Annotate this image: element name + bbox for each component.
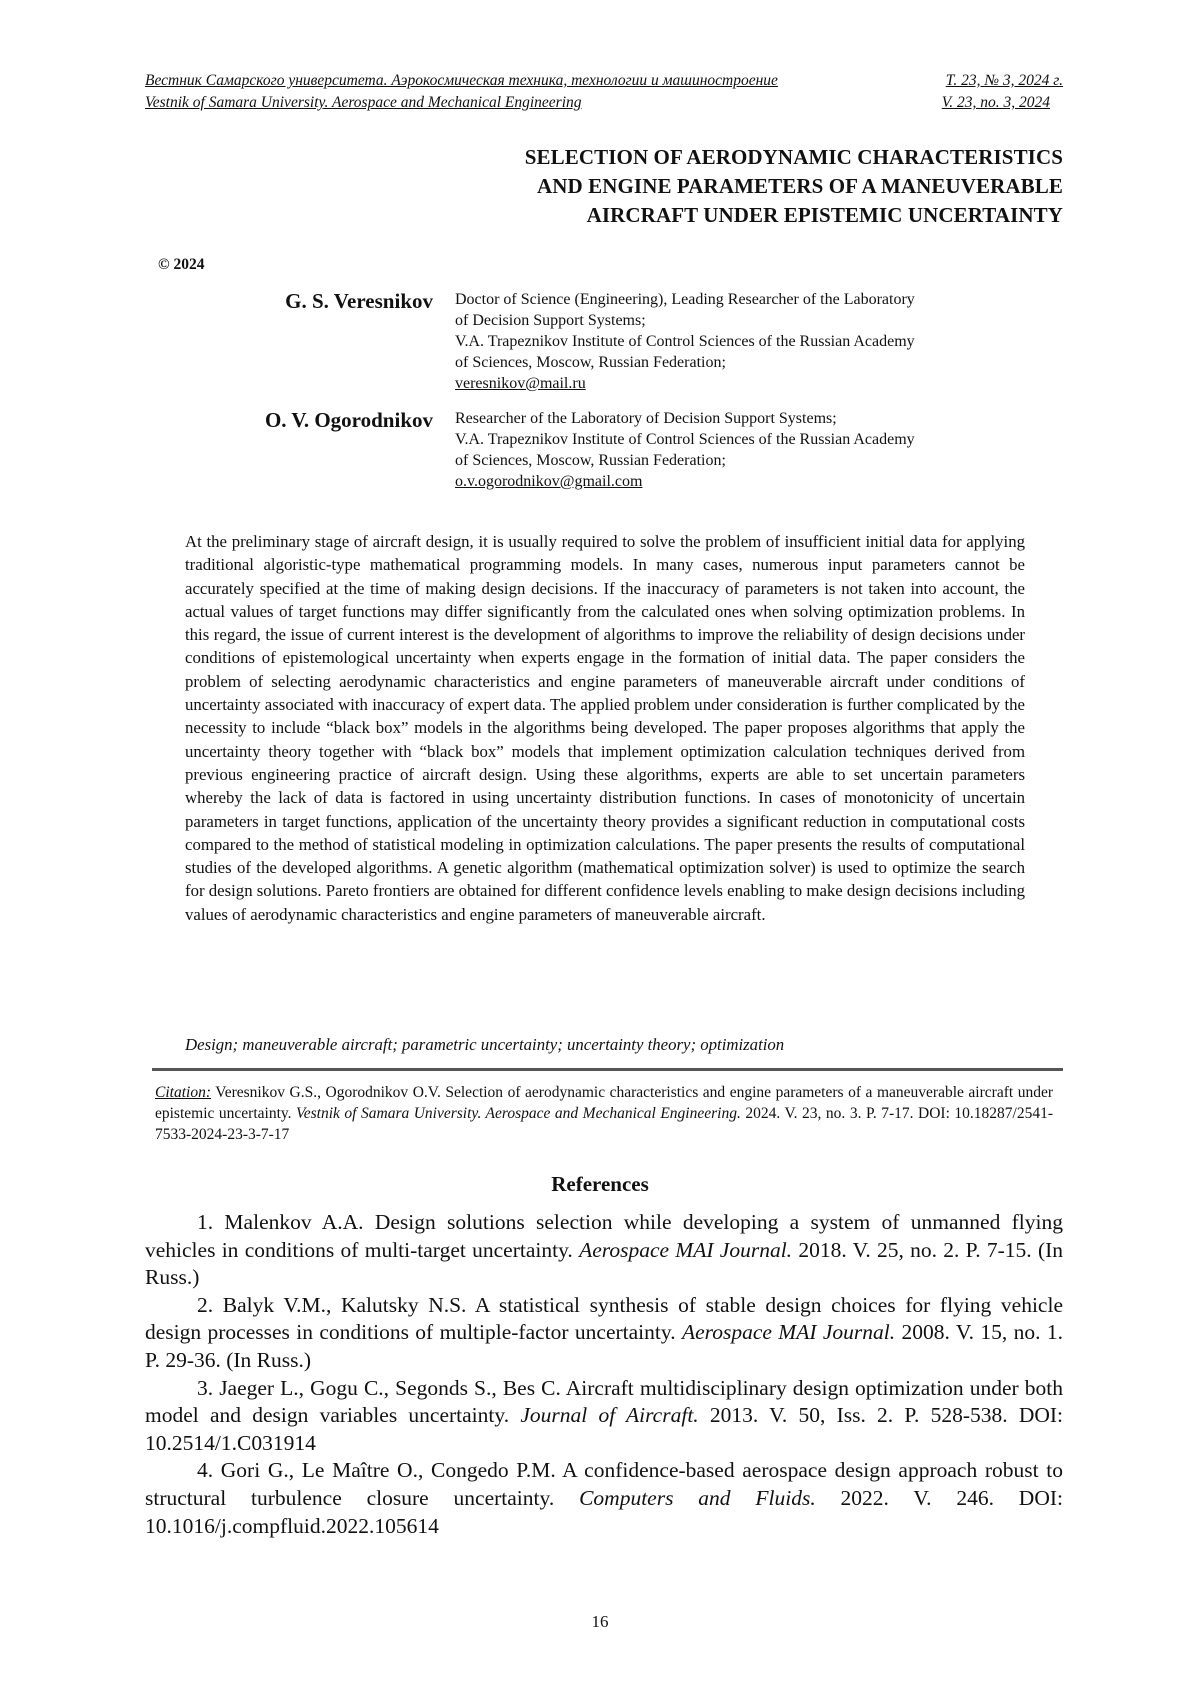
- title-line: SELECTION OF AERODYNAMIC CHARACTERISTICS: [524, 145, 1063, 169]
- volume-ru: Т. 23, № 3, 2024 г.: [945, 72, 1063, 89]
- author-email-link[interactable]: o.v.ogorodnikov@gmail.com: [455, 473, 643, 490]
- citation-journal: Vestnik of Samara University. Aerospace and Mechanical Engineering.: [296, 1105, 741, 1122]
- author-name: G. S. Veresnikov: [285, 289, 433, 313]
- affiliation-line: Researcher of the Laboratory of Decision Support Systems;: [455, 410, 837, 427]
- reference-journal: Computers and Fluids.: [579, 1485, 816, 1510]
- reference-text: 2. Balyk V.M., Kalutsky N.S. A statistical synthesis of stable design choices for flying vehicle design processes in conditions of multiple-factor uncertainty.: [145, 1292, 1063, 1345]
- journal-name-en: Vestnik of Samara University. Aerospace and Mechanical Engineering: [145, 94, 582, 111]
- reference-details: 2018. V. 25, no. 2. P. 7-15. (In Russ.): [145, 1237, 1064, 1290]
- reference-text: 1. Malenkov A.A. Design solutions selection while developing a system of unmanned flying vehicles in conditions of multi-target uncertainty.: [145, 1210, 1063, 1262]
- reference-item: [145, 1375, 1063, 1458]
- reference-journal: Aerospace MAI Journal.: [681, 1320, 896, 1345]
- copyright-notice: © 2024: [158, 256, 205, 273]
- author-affiliation: [455, 289, 1015, 394]
- affiliation-line: Doctor of Science (Engineering), Leading Researcher of the Laboratory: [455, 291, 915, 308]
- reference-text: 4. Gori G., Le Maître O., Congedo P.M. A confidence-based aerospace design approach robust to structural turbulence closure uncertainty.: [145, 1458, 1063, 1510]
- reference-details: 2008. V. 15, no. 1. P. 29-36. (In Russ.): [145, 1320, 1063, 1372]
- affiliation-line: V.A. Trapeznikov Institute of Control Sciences of the Russian Academy: [455, 333, 915, 350]
- reference-item: [145, 1209, 1063, 1292]
- reference-item: [145, 1457, 1063, 1540]
- author-name: O. V. Ogorodnikov: [264, 408, 433, 432]
- running-header-ru: [145, 71, 1063, 91]
- title-line: AND ENGINE PARAMETERS OF A MANEUVERABLE: [536, 174, 1063, 198]
- volume-en: V. 23, no. 3, 2024: [941, 94, 1050, 111]
- affiliation-line: of Sciences, Moscow, Russian Federation;: [455, 452, 726, 469]
- affiliation-line: of Decision Support Systems;: [455, 312, 646, 329]
- author-affiliation: [455, 408, 1015, 492]
- references-heading: References: [551, 1172, 649, 1196]
- keywords: Design; maneuverable aircraft; parametric uncertainty; uncertainty theory; optimization: [185, 1035, 785, 1054]
- affiliation-line: of Sciences, Moscow, Russian Federation;: [455, 354, 726, 371]
- reference-details: 2013. V. 50, Iss. 2. P. 528-538. DOI: 10.2514/1.C031914: [145, 1403, 1064, 1455]
- paper-title: [400, 143, 1063, 230]
- title-line: AIRCRAFT UNDER EPISTEMIC UNCERTAINTY: [586, 203, 1063, 227]
- abstract-text: At the preliminary stage of aircraft design, it is usually required to solve the problem of insufficient initial data for applying traditional algoristic-type mathematical programming models. In many cases, numerous input parameters cannot be accurately specified at the time of making design decisions. If the inaccuracy of parameters is not taken into account, the actual values of target functions may differ significantly from the calculated ones when solving optimization problems. In this regard, the issue of current interest is the development of algorithms to improve the reliability of design decisions under conditions of epistemological uncertainty when experts engage in the formation of initial data. The paper considers the problem of selecting aerodynamic characteristics and engine parameters of maneuverable aircraft under conditions of uncertainty associated with inaccuracy of expert data. The applied problem under consideration is further complicated by the necessity to include “black box” models in the algorithms being developed. The paper proposes algorithms that apply the uncertainty theory together with “black box” models that implement optimization calculation techniques derived from previous engineering practice of aircraft design. Using these algorithms, experts are able to set uncertain parameters whereby the lack of data is factored in using uncertainty distribution functions. In cases of monotonicity of uncertain parameters in target functions, application of the uncertainty theory provides a significant reduction in computational costs compared to the method of statistical modeling in optimization calculations. The paper presents the results of computational studies of the developed algorithms. A genetic algorithm (mathematical optimization solver) is used to optimize the search for design solutions. Pareto frontiers are obtained for different confidence levels enabling to make design decisions including values of aerodynamic characteristics and engine parameters of maneuverable aircraft.: [185, 532, 1025, 924]
- page-number: 16: [591, 1612, 609, 1631]
- citation-text: Veresnikov G.S., Ogorodnikov O.V. Selection of aerodynamic characteristics and engine parameters of a maneuverable aircraft under epistemic uncertainty.: [155, 1084, 1053, 1122]
- affiliation-line: V.A. Trapeznikov Institute of Control Sciences of the Russian Academy: [455, 431, 915, 448]
- reference-details: 2022. V. 246. DOI: 10.1016/j.compfluid.2022.105614: [145, 1485, 1063, 1538]
- reference-journal: Aerospace MAI Journal.: [579, 1237, 793, 1262]
- section-divider: [152, 1068, 1063, 1071]
- running-header-en: [145, 93, 1050, 113]
- reference-journal: Journal of Aircraft.: [520, 1403, 699, 1428]
- citation-details: 2024. V. 23, no. 3. P. 7-17. DOI: 10.18287/2541-7533-2024-23-3-7-17: [155, 1105, 1053, 1143]
- citation-block: [155, 1082, 1053, 1145]
- author-email-link[interactable]: veresnikov@mail.ru: [455, 375, 586, 392]
- references-list: [145, 1209, 1063, 1540]
- reference-item: [145, 1292, 1063, 1375]
- reference-text: 3. Jaeger L., Gogu C., Segonds S., Bes C. Aircraft multidisciplinary design optimization under both model and design variables uncertainty.: [145, 1375, 1063, 1428]
- citation-label: Citation:: [155, 1084, 211, 1101]
- journal-name-ru: Вестник Самарского университета. Аэрокосмическая техника, технологии и машиностроение: [145, 72, 778, 89]
